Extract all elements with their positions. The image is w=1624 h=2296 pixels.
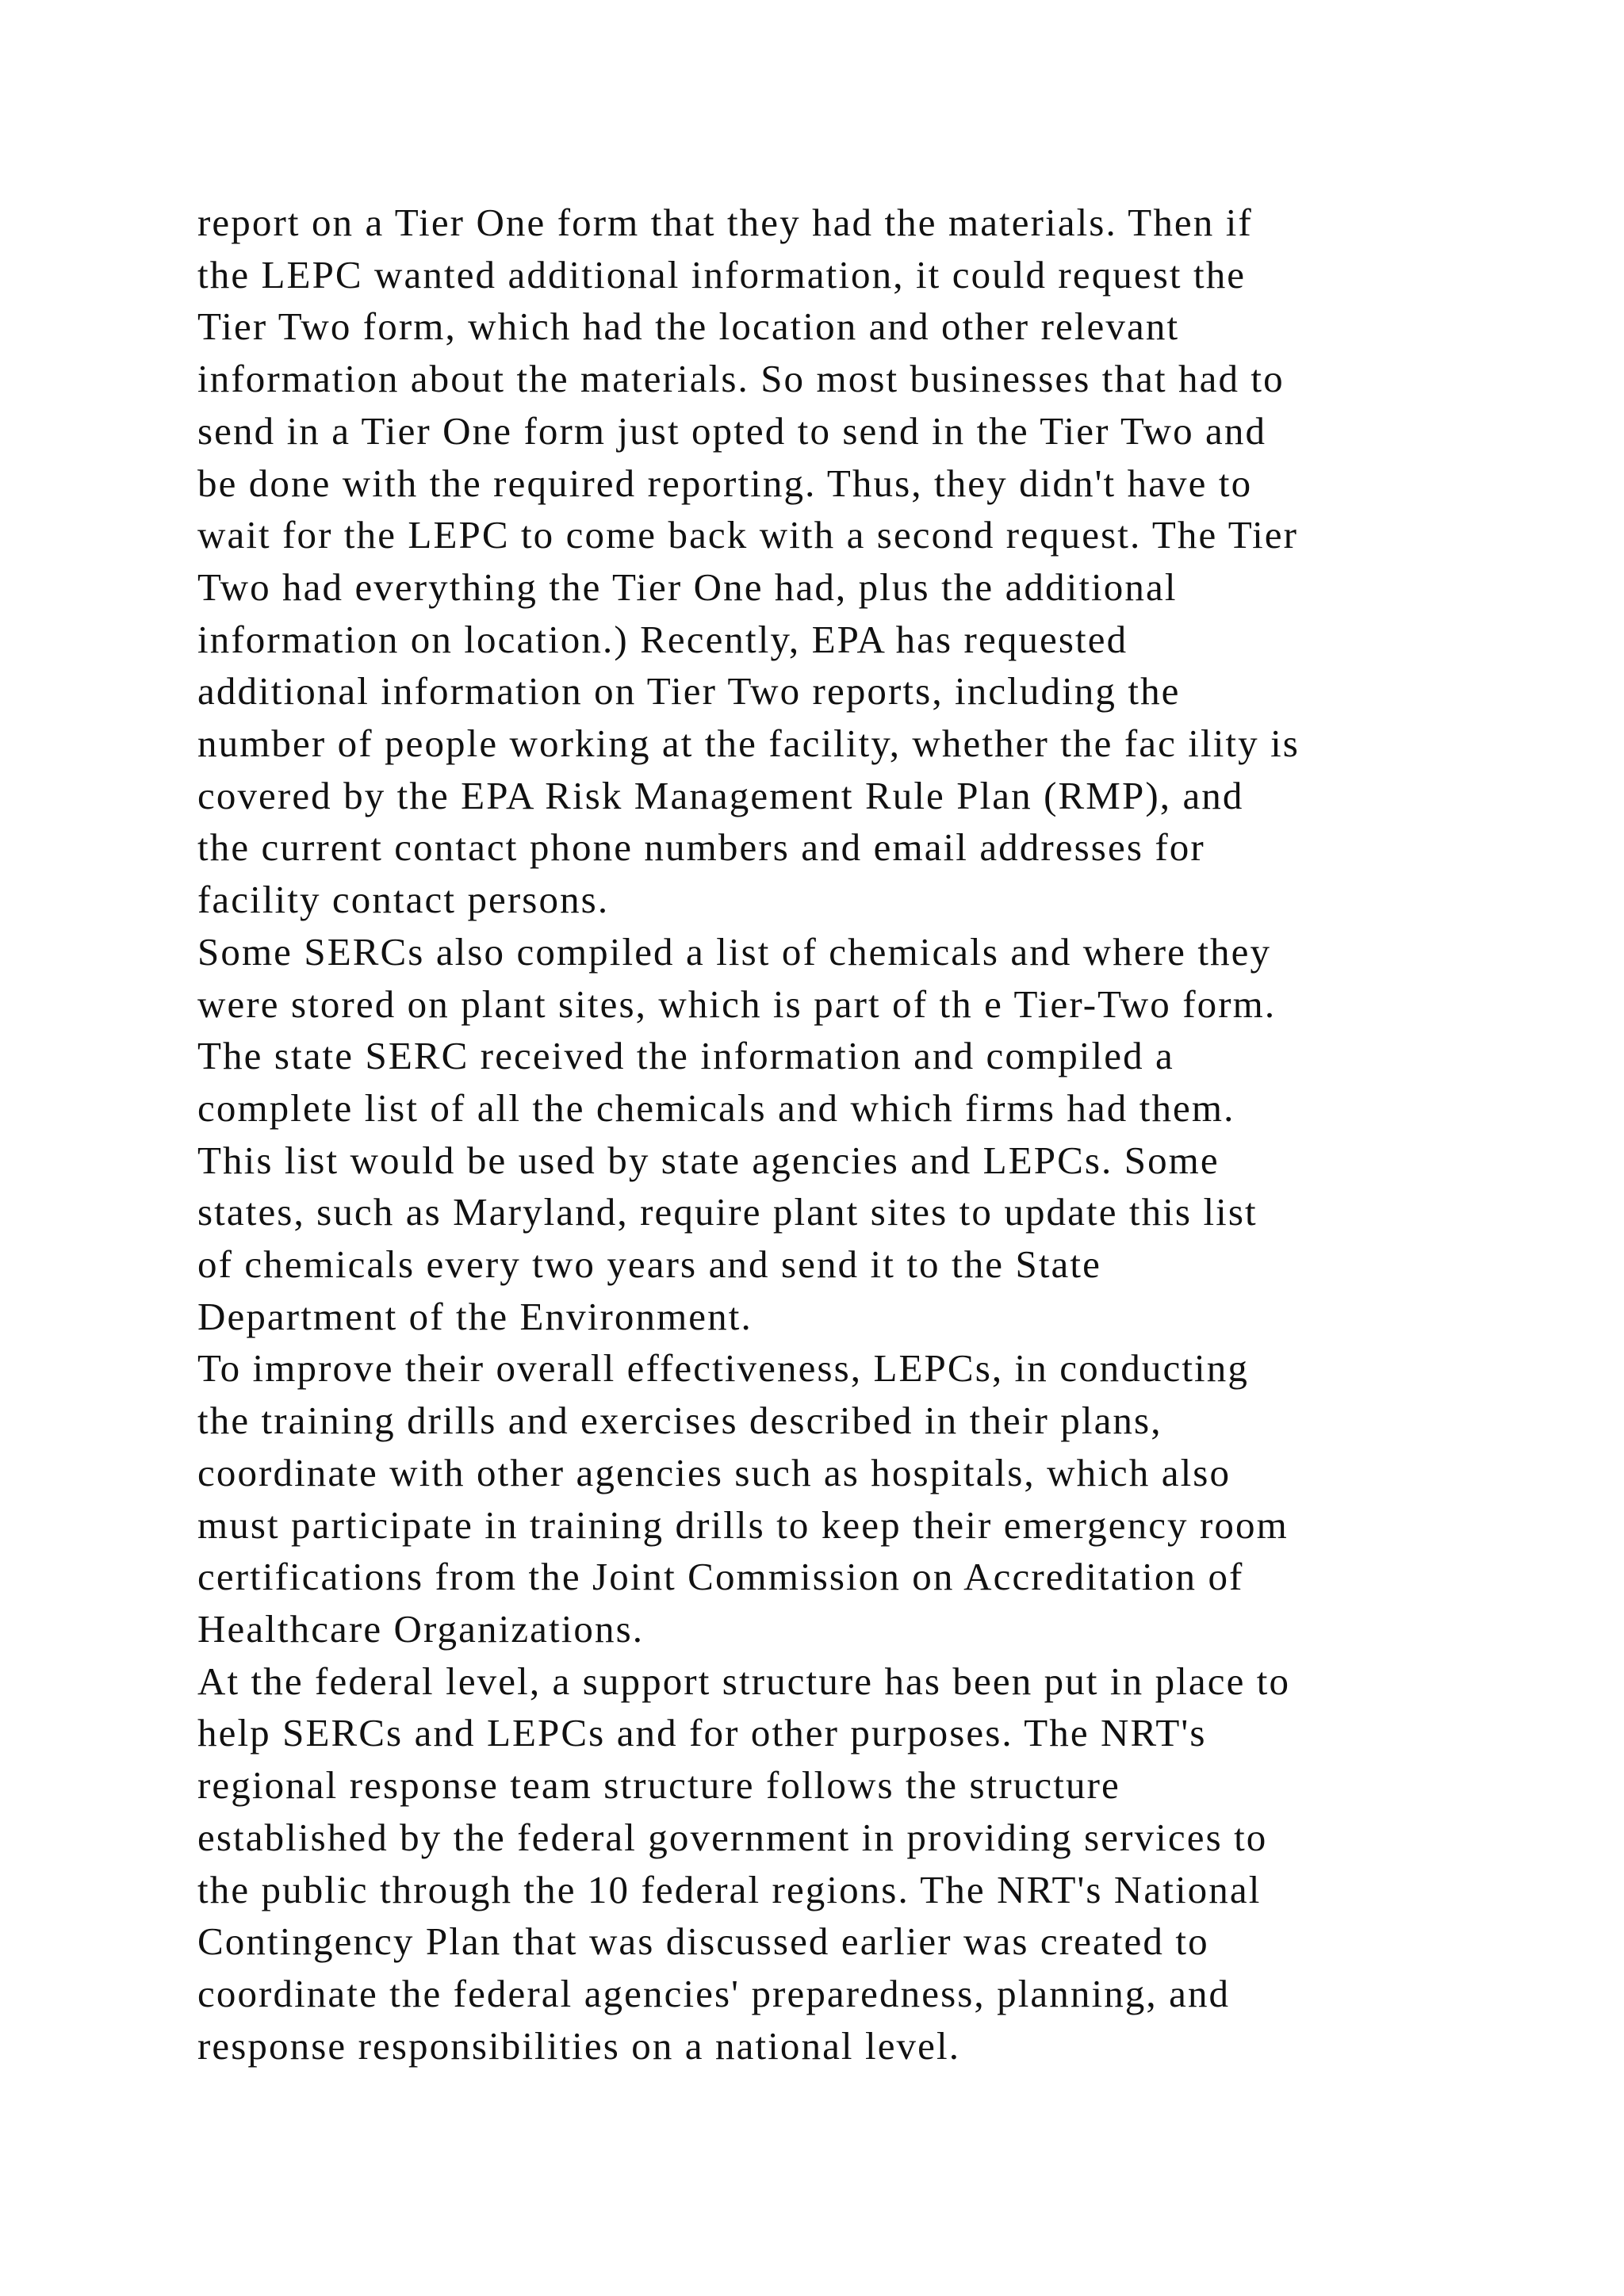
text-line: report on a Tier One form that they had the materials. Then if xyxy=(197,201,1253,244)
text-line: be done with the required reporting. Thus, they didn't have to xyxy=(197,461,1253,505)
text-line: the training drills and exercises described in their plans, xyxy=(197,1399,1162,1443)
text-line: wait for the LEPC to come back with a second request. The Tier xyxy=(197,513,1299,557)
text-line: The state SERC received the information and compiled a xyxy=(197,1034,1174,1078)
text-line: Department of the Environment. xyxy=(197,1294,753,1338)
text-line: To improve their overall effectiveness, LEPCs, in conducting xyxy=(197,1346,1249,1391)
body-text xyxy=(197,197,1514,2072)
text-line: regional response team structure follows the structure xyxy=(197,1763,1120,1808)
text-line: help SERCs and LEPCs and for other purposes. The NRT's xyxy=(197,1711,1207,1755)
text-line: were stored on plant sites, which is part of th e Tier-Two form. xyxy=(197,982,1277,1026)
text-line: facility contact persons. xyxy=(197,878,610,922)
text-line: additional information on Tier Two reports, including the xyxy=(197,669,1181,714)
text-line: number of people working at the facility, whether the fac ility is xyxy=(197,721,1300,766)
text-line: states, such as Maryland, require plant sites to update this list xyxy=(197,1190,1258,1234)
text-line: information on location.) Recently, EPA has requested xyxy=(197,617,1128,661)
text-line: send in a Tier One form just opted to send in the Tier Two and xyxy=(197,408,1267,453)
text-line: Tier Two form, which had the location and other relevant xyxy=(197,304,1180,349)
text-line: covered by the EPA Risk Management Rule Plan (RMP), and xyxy=(197,773,1244,817)
text-line: Two had everything the Tier One had, plus the additional xyxy=(197,564,1178,609)
text-line: coordinate the federal agencies' preparedness, planning, and xyxy=(197,1971,1231,2015)
text-line: complete list of all the chemicals and which firms had them. xyxy=(197,1085,1235,1130)
text-line: established by the federal government in providing services to xyxy=(197,1815,1268,1859)
text-line: Some SERCs also compiled a list of chemicals and where they xyxy=(197,929,1272,974)
text-line: coordinate with other agencies such as hospitals, which also xyxy=(197,1450,1231,1494)
text-line: At the federal level, a support structure has been put in place to xyxy=(197,1659,1291,1703)
text-line: of chemicals every two years and send it to the State xyxy=(197,1242,1101,1287)
text-line: must participate in training drills to keep their emergency room xyxy=(197,1502,1289,1547)
text-line: certifications from the Joint Commission on Accreditation of xyxy=(197,1555,1244,1599)
text-line: the LEPC wanted additional information, it could request the xyxy=(197,252,1247,297)
text-line: Contingency Plan that was discussed earlier was created to xyxy=(197,1919,1209,1964)
text-line: response responsibilities on a national level. xyxy=(197,2023,961,2068)
text-line: the current contact phone numbers and email addresses for xyxy=(197,825,1205,870)
text-line: the public through the 10 federal regions. The NRT's National xyxy=(197,1867,1262,1911)
text-line: Healthcare Organizations. xyxy=(197,1606,645,1651)
text-line: This list would be used by state agencies and LEPCs. Some xyxy=(197,1138,1220,1182)
text-line: information about the materials. So most businesses that had to xyxy=(197,357,1285,401)
